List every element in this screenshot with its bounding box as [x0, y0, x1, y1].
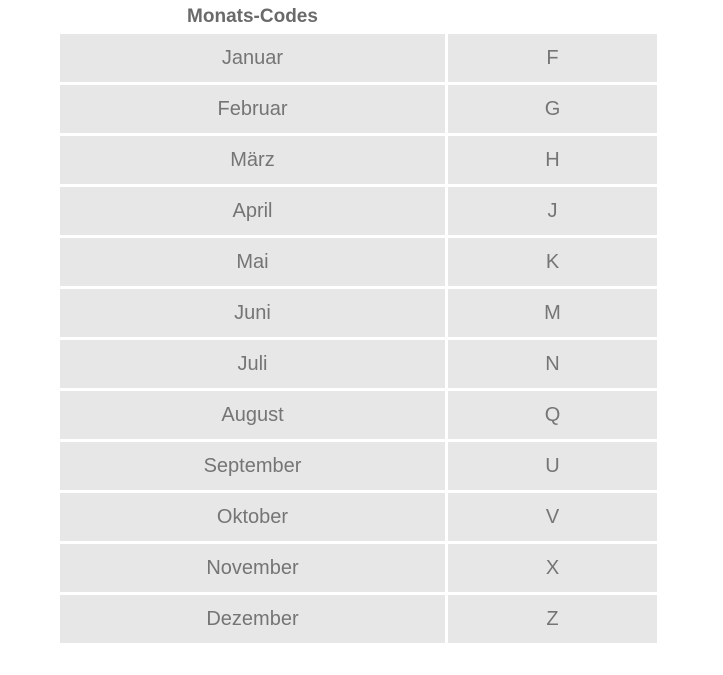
- code-cell: F: [448, 34, 657, 82]
- code-cell: H: [448, 136, 657, 184]
- table-row: [60, 340, 657, 388]
- table-row: [60, 391, 657, 439]
- table-row: [60, 544, 657, 592]
- code-cell: Q: [448, 391, 657, 439]
- month-cell: November: [60, 544, 445, 592]
- code-cell: X: [448, 544, 657, 592]
- code-cell: M: [448, 289, 657, 337]
- code-cell: J: [448, 187, 657, 235]
- table-title: Monats-Codes: [187, 6, 318, 27]
- month-cell: April: [60, 187, 445, 235]
- table-row: [60, 34, 657, 82]
- table-row: [60, 238, 657, 286]
- code-cell: Z: [448, 595, 657, 643]
- code-cell: K: [448, 238, 657, 286]
- month-cell: September: [60, 442, 445, 490]
- month-cell: März: [60, 136, 445, 184]
- table-row: [60, 136, 657, 184]
- table-row: [60, 595, 657, 643]
- table-row: [60, 442, 657, 490]
- code-cell: G: [448, 85, 657, 133]
- code-cell: U: [448, 442, 657, 490]
- month-cell: Oktober: [60, 493, 445, 541]
- month-cell: Juli: [60, 340, 445, 388]
- code-cell: V: [448, 493, 657, 541]
- month-cell: Mai: [60, 238, 445, 286]
- code-cell: N: [448, 340, 657, 388]
- month-cell: Dezember: [60, 595, 445, 643]
- table-row: [60, 493, 657, 541]
- month-cell: August: [60, 391, 445, 439]
- table-row: [60, 187, 657, 235]
- table-row: [60, 85, 657, 133]
- month-cell: Februar: [60, 85, 445, 133]
- month-codes-table: [60, 34, 657, 646]
- month-cell: Januar: [60, 34, 445, 82]
- table-row: [60, 289, 657, 337]
- month-cell: Juni: [60, 289, 445, 337]
